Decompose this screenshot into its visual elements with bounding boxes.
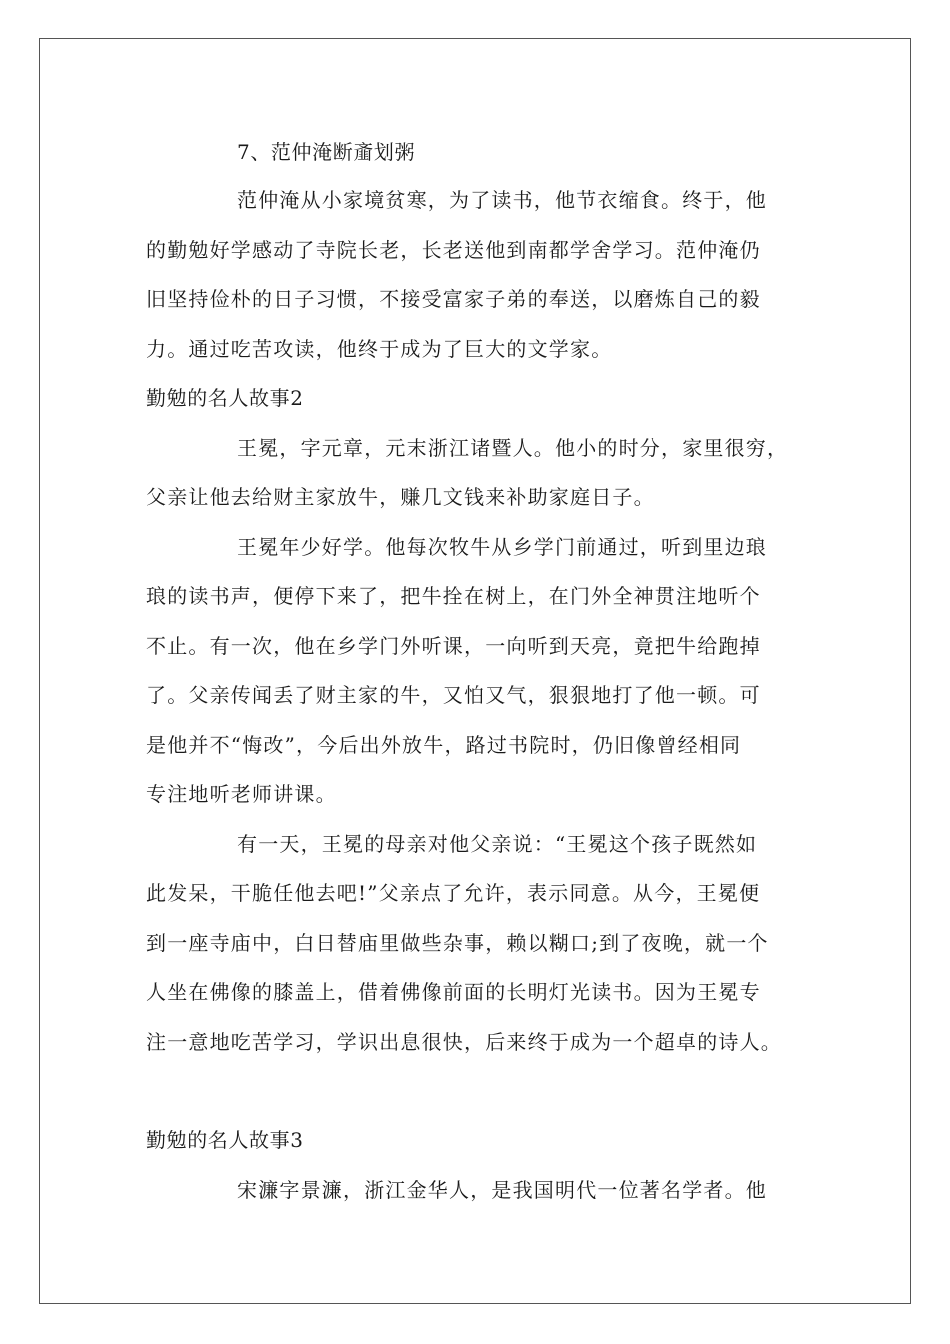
section-heading: 7、范仲淹断齑划粥 bbox=[237, 140, 416, 164]
section-heading: 勤勉的名人故事2 bbox=[146, 386, 304, 410]
paragraph-line: 的勤勉好学感动了寺院长老，长老送他到南都学舍学习。范仲淹仍 bbox=[146, 238, 761, 262]
page-border bbox=[39, 38, 911, 1304]
paragraph-line: 人坐在佛像的膝盖上，借着佛像前面的长明灯光读书。因为王冕专 bbox=[146, 980, 761, 1004]
paragraph-line: 父亲让他去给财主家放牛，赚几文钱来补助家庭日子。 bbox=[146, 485, 655, 509]
paragraph-line: 是他并不“悔改”，今后出外放牛，路过书院时，仍旧像曾经相同 bbox=[146, 733, 742, 757]
paragraph-line: 范仲淹从小家境贫寒，为了读书，他节衣缩食。终于，他 bbox=[237, 188, 767, 212]
paragraph-line: 注一意地吃苦学习，学识出息很快，后来终于成为一个超卓的诗人。 bbox=[146, 1030, 782, 1054]
paragraph-line: 专注地听老师讲课。 bbox=[146, 782, 337, 806]
paragraph-line: 到一座寺庙中，白日替庙里做些杂事，赖以糊口;到了夜晚，就一个 bbox=[146, 931, 769, 955]
section-heading: 勤勉的名人故事3 bbox=[146, 1128, 304, 1152]
paragraph-line: 宋濂字景濂，浙江金华人，是我国明代一位著名学者。他 bbox=[237, 1178, 767, 1202]
paragraph-line: 不止。有一次，他在乡学门外听课，一向听到天亮，竟把牛给跑掉 bbox=[146, 634, 761, 658]
paragraph-line: 旧坚持俭朴的日子习惯，不接受富家子弟的奉送，以磨炼自己的毅 bbox=[146, 287, 761, 311]
paragraph-line: 力。通过吃苦攻读，他终于成为了巨大的文学家。 bbox=[146, 337, 613, 361]
paragraph-line: 此发呆，干脆任他去吧!”父亲点了允许，表示同意。从今，王冕便 bbox=[146, 881, 761, 905]
paragraph-line: 有一天，王冕的母亲对他父亲说：“王冕这个孩子既然如 bbox=[237, 832, 758, 856]
paragraph-line: 王冕，字元章，元末浙江诸暨人。他小的时分，家里很穷， bbox=[237, 436, 789, 460]
paragraph-line: 王冕年少好学。他每次牧牛从乡学门前通过，听到里边琅 bbox=[237, 535, 767, 559]
paragraph-line: 琅的读书声，便停下来了，把牛拴在树上，在门外全神贯注地听个 bbox=[146, 584, 761, 608]
paragraph-line: 了。父亲传闻丢了财主家的牛，又怕又气，狠狠地打了他一顿。可 bbox=[146, 683, 761, 707]
